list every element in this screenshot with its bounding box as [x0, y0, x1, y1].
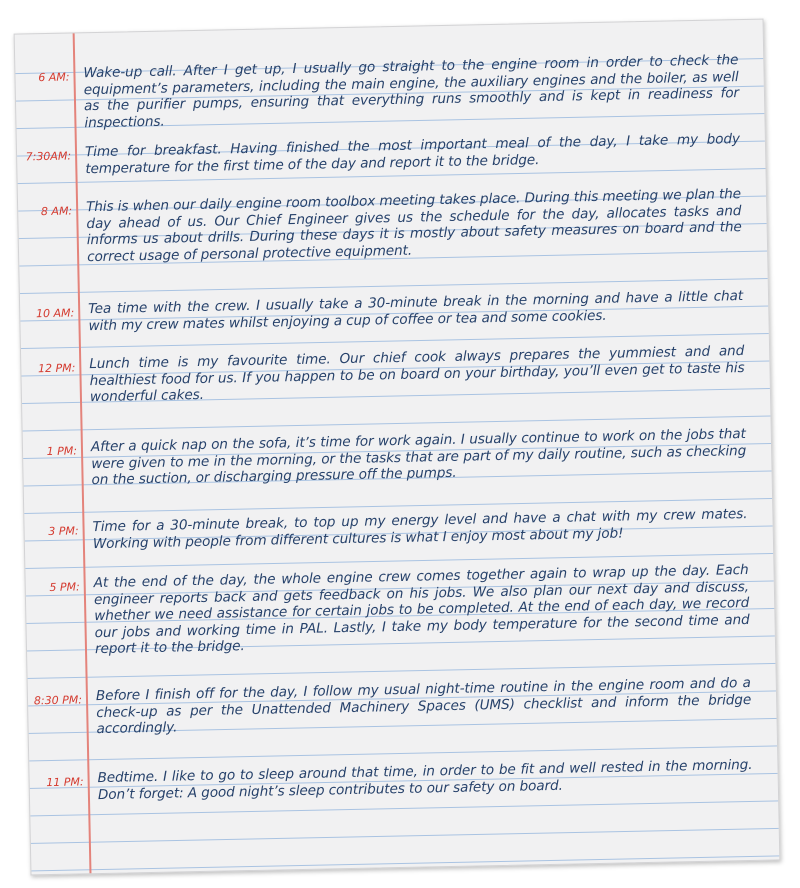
entry-text: Wake-up call. After I get up, I usually go straight to the engine room in order to check the equipment’s parameters, including the main engine, the auxiliary engines and the boiler, as well as the purifier pumps, ensuring that everything runs smoothly and is kept in readiness for inspections.: [83, 52, 740, 131]
entry-time: 10 AM:: [35, 306, 75, 321]
lined-paper-sheet: [14, 19, 781, 876]
schedule-entry-10am: [20, 288, 765, 334]
entry-time: 12 PM:: [37, 361, 76, 376]
entry-time: 11 PM:: [46, 775, 84, 790]
schedule-entry-830pm: [28, 674, 773, 738]
entry-time: 1 PM:: [46, 444, 78, 459]
schedule-entry-5pm: [26, 561, 771, 658]
schedule-entry-8am: [18, 186, 763, 265]
entry-text: At the end of the day, the whole engine crew comes together again to wrap up the day. Each engineer reports back and gets feedback on his jobs. We also plan our next day and discuss, whether we need assistance for certain jobs to be completed. At the end of each day, we record our jobs and working time in PAL. Lastly, I take my body temperature for the second time and report it to the bridge.: [93, 561, 750, 658]
schedule-entry-3pm: [24, 505, 769, 552]
schedule-entry-11pm: [29, 756, 774, 803]
schedule-entry-1pm: [23, 425, 768, 489]
entry-text: Bedtime. I like to go to sleep around that time, in order to be fit and well rested in the morning. Don’t forget: A good night’s sleep contributes to our safety on board.: [97, 756, 753, 803]
entry-time: 7:30AM:: [25, 149, 72, 164]
schedule-entry-730am: [17, 131, 762, 177]
entry-text: Before I finish off for the day, I follow my usual night-time routine in the engine room and do a check-up as per the Unattended Machinery Spaces (UMS) checklist and inform the bridge accordingly.: [95, 674, 752, 738]
entry-text: After a quick nap on the sofa, it’s time for work again. I usually continue to work on the jobs that were given to me in the morning, or the tasks that are part of my daily routine, such as checking on the suction, or discharging pressure off the pumps.: [90, 425, 747, 489]
schedule-entry-12pm: [21, 343, 766, 406]
entry-time: 6 AM:: [38, 70, 70, 85]
entry-text: Time for breakfast. Having finished the most important meal of the day, I take my body temperature for the first time of the day and report it to the bridge.: [84, 131, 741, 177]
entry-text: This is when our daily engine room toolbox meeting takes place. During this meeting we plan the day ahead of us. Our Chief Engineer gives us the schedule for the day, allocates tasks and informs us about drills. During these days it is mostly about safety measures on board and the correct usage of personal protective equipment.: [85, 186, 742, 265]
entry-time: 5 PM:: [49, 580, 80, 595]
schedule-entry-6am: [15, 52, 760, 131]
entry-time: 8 AM:: [40, 204, 73, 219]
entry-text: Tea time with the crew. I usually take a 30-minute break in the morning and have a little chat with my crew mates whilst enjoying a cup of coffee or tea and some cookies.: [88, 288, 744, 334]
entry-time: 8:30 PM:: [33, 693, 83, 708]
entry-text: Time for a 30-minute break, to top up my energy level and have a chat with my crew mates. Working with people from different cultures is what I enjoy most about my job!: [92, 505, 748, 552]
entry-time: 3 PM:: [48, 524, 79, 539]
entry-text: Lunch time is my favourite time. Our chief cook always prepares the yummiest and and healthiest food for us. If you happen to be on board on your birthday, you’ll even get to taste his wonderful cakes.: [89, 343, 745, 406]
